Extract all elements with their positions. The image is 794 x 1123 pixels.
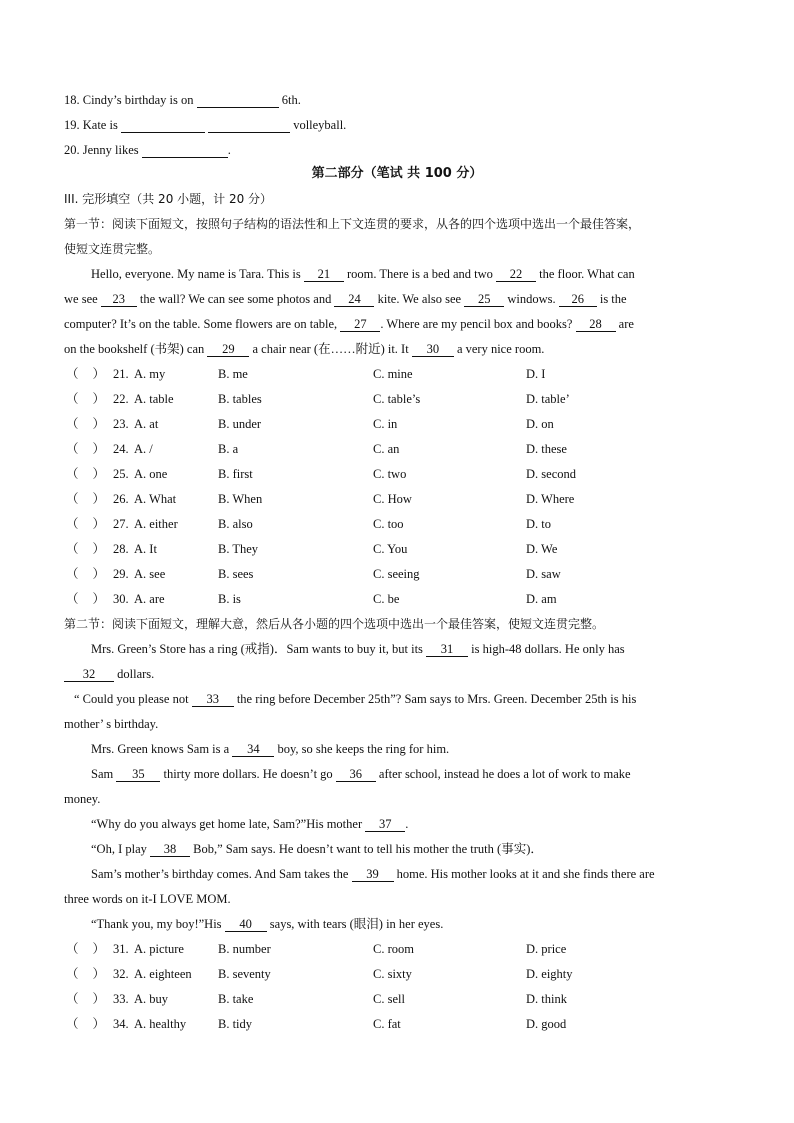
question-19 <box>64 117 346 133</box>
option-a[interactable]: A. buy <box>134 992 169 1006</box>
question-number: 27. <box>113 517 129 531</box>
option-d[interactable]: D. am <box>526 592 557 606</box>
option-c[interactable]: C. in <box>373 417 398 431</box>
instruction-part2: 第二节：阅读下面短文，理解大意，然后从各小题的四个选项中选出一个最佳答案，使短文连贯完整。 <box>64 617 605 631</box>
question-text: 6th. <box>278 93 301 107</box>
paren-open: （ <box>66 417 79 431</box>
passage2-line-9: “Oh, I play 38 Bob,” Sam says. He doesn’t want to tell his mother the truth (事实)． <box>91 842 543 856</box>
blank-27[interactable]: 27 <box>340 318 380 332</box>
paren-open: （ <box>66 392 79 406</box>
passage1-line-3: computer? It’s on the table. Some flowers are on table, 27 . Where are my pencil box and books? 28 are <box>64 317 634 331</box>
question-text: 19. Kate is <box>64 118 121 132</box>
option-a[interactable]: A. What <box>134 492 177 506</box>
section-heading: III. 完形填空（共 20 小题，计 20 分） <box>64 192 273 206</box>
question-number: 24. <box>113 442 129 456</box>
paren-open: （ <box>66 992 79 1006</box>
option-d[interactable]: D. price <box>526 942 567 956</box>
passage2-line-6: Sam 35 thirty more dollars. He doesn’t go 36 after school, instead he does a lot of work to make <box>91 767 631 781</box>
blank-37[interactable]: 37 <box>365 818 405 832</box>
option-d[interactable]: D. We <box>526 542 558 556</box>
question-number: 23. <box>113 417 129 431</box>
option-a[interactable]: A. It <box>134 542 157 556</box>
option-c[interactable]: C. table’s <box>373 392 421 406</box>
paren-close: ） <box>92 392 106 406</box>
option-d[interactable]: D. good <box>526 1017 567 1031</box>
option-b[interactable]: B. sees <box>218 567 254 581</box>
paren-open: （ <box>66 442 79 456</box>
blank-26[interactable]: 26 <box>559 293 597 307</box>
blank-40[interactable]: 40 <box>225 918 267 932</box>
paren-close: ） <box>92 442 106 456</box>
option-d[interactable]: D. to <box>526 517 551 531</box>
answer-blank[interactable] <box>208 119 290 133</box>
option-a[interactable]: A. see <box>134 567 166 581</box>
passage2-line-10: Sam’s mother’s birthday comes. And Sam takes the 39 home. His mother looks at it and she finds there are <box>91 867 655 881</box>
paren-close: ） <box>92 492 106 506</box>
question-number: 29. <box>113 567 129 581</box>
paren-open: （ <box>66 467 79 481</box>
option-b[interactable]: B. a <box>218 442 239 456</box>
option-d[interactable]: D. second <box>526 467 576 481</box>
instruction-line-2: 使短文连贯完整。 <box>64 242 161 256</box>
option-d[interactable]: D. think <box>526 992 567 1006</box>
blank-23[interactable]: 23 <box>101 293 137 307</box>
option-a[interactable]: A. either <box>134 517 178 531</box>
paren-close: ） <box>92 367 106 381</box>
blank-29[interactable]: 29 <box>207 343 249 357</box>
paren-close: ） <box>92 567 106 581</box>
option-b[interactable]: B. seventy <box>218 967 271 981</box>
option-a[interactable]: A. eighteen <box>134 967 192 981</box>
paren-open: （ <box>66 942 79 956</box>
paren-close: ） <box>92 417 106 431</box>
option-b[interactable]: B. is <box>218 592 241 606</box>
option-b[interactable]: B. When <box>218 492 263 506</box>
blank-33[interactable]: 33 <box>192 693 234 707</box>
option-c[interactable]: C. How <box>373 492 412 506</box>
question-number: 21. <box>113 367 129 381</box>
option-b[interactable]: B. first <box>218 467 253 481</box>
question-text: 20. Jenny likes <box>64 143 142 157</box>
question-18 <box>64 92 301 108</box>
question-text: 18. Cindy’s birthday is on <box>64 93 197 107</box>
option-a[interactable]: A. healthy <box>134 1017 187 1031</box>
blank-35[interactable]: 35 <box>116 768 160 782</box>
paren-open: （ <box>66 367 79 381</box>
passage2-line-3: “ Could you please not 33 the ring before December 25th”? Sam says to Mrs. Green. December 25th is his <box>74 692 637 706</box>
passage1-line-2: we see 23 the wall? We can see some photos and 24 kite. We also see 25 windows. 26 is the <box>64 292 627 306</box>
blank-34[interactable]: 34 <box>232 743 274 757</box>
option-d[interactable]: D. table’ <box>526 392 570 406</box>
blank-24[interactable]: 24 <box>334 293 374 307</box>
option-a[interactable]: A. picture <box>134 942 184 956</box>
option-c[interactable]: C. seeing <box>373 567 420 581</box>
question-number: 32. <box>113 967 129 981</box>
passage2-line-11: three words on it-I LOVE MOM. <box>64 892 231 906</box>
paren-close: ） <box>92 467 106 481</box>
option-d[interactable]: D. saw <box>526 567 561 581</box>
option-c[interactable]: C. fat <box>373 1017 401 1031</box>
option-c[interactable]: C. too <box>373 517 404 531</box>
passage2-line-8: “Why do you always get home late, Sam?”His mother 37 . <box>91 817 409 831</box>
question-text: volleyball. <box>290 118 347 132</box>
option-c[interactable]: C. room <box>373 942 414 956</box>
option-a[interactable]: A. at <box>134 417 159 431</box>
question-number: 26. <box>113 492 129 506</box>
option-b[interactable]: B. also <box>218 517 253 531</box>
paren-open: （ <box>66 542 79 556</box>
answer-blank[interactable] <box>142 144 228 158</box>
option-c[interactable]: C. sixty <box>373 967 412 981</box>
passage1-line-1: Hello, everyone. My name is Tara. This is 21 room. There is a bed and two 22 the floor. What can <box>91 267 635 281</box>
option-c[interactable]: C. be <box>373 592 400 606</box>
passage2-line-7: money. <box>64 792 101 806</box>
passage2-line-5: Mrs. Green knows Sam is a 34 boy, so she keeps the ring for him. <box>91 742 450 756</box>
question-number: 22. <box>113 392 129 406</box>
question-number: 30. <box>113 592 129 606</box>
blank-32[interactable]: 32 <box>64 668 114 682</box>
option-b[interactable]: B. number <box>218 942 271 956</box>
option-a[interactable]: A. table <box>134 392 174 406</box>
blank-36[interactable]: 36 <box>336 768 376 782</box>
question-number: 33. <box>113 992 129 1006</box>
option-c[interactable]: C. mine <box>373 367 413 381</box>
option-d[interactable]: D. I <box>526 367 546 381</box>
option-a[interactable]: A. my <box>134 367 166 381</box>
paren-close: ） <box>92 967 106 981</box>
paren-open: （ <box>66 517 79 531</box>
option-c[interactable]: C. two <box>373 467 407 481</box>
paren-close: ） <box>92 517 106 531</box>
answer-blank[interactable] <box>197 94 279 108</box>
blank-31[interactable]: 31 <box>426 643 468 657</box>
blank-21[interactable]: 21 <box>304 268 344 282</box>
option-d[interactable]: D. eighty <box>526 967 573 981</box>
question-text: . <box>227 143 231 157</box>
blank-38[interactable]: 38 <box>150 843 190 857</box>
option-a[interactable]: A. one <box>134 467 168 481</box>
passage2-line-4: mother’ s birthday. <box>64 717 159 731</box>
option-b[interactable]: B. They <box>218 542 259 556</box>
option-c[interactable]: C. sell <box>373 992 405 1006</box>
paren-open: （ <box>66 492 79 506</box>
option-c[interactable]: C. You <box>373 542 408 556</box>
question-number: 25. <box>113 467 129 481</box>
question-20 <box>64 142 231 158</box>
paren-close: ） <box>92 992 106 1006</box>
option-a[interactable]: A. are <box>134 592 165 606</box>
passage2-line-1: Mrs. Green’s Store has a ring (戒指)．Sam wants to buy it, but its 31 is high-48 dollars. He only has <box>91 642 625 656</box>
option-d[interactable]: D. Where <box>526 492 575 506</box>
option-b[interactable]: B. under <box>218 417 262 431</box>
question-number: 31. <box>113 942 129 956</box>
paren-close: ） <box>92 542 106 556</box>
paren-close: ） <box>92 1017 106 1031</box>
part2-title: 第二部分（笔试 共 100 分） <box>311 166 483 181</box>
paren-open: （ <box>66 967 79 981</box>
blank-22[interactable]: 22 <box>496 268 536 282</box>
paren-open: （ <box>66 567 79 581</box>
option-c[interactable]: C. an <box>373 442 400 456</box>
blank-39[interactable]: 39 <box>352 868 394 882</box>
paren-close: ） <box>92 592 106 606</box>
passage1-line-4: on the bookshelf (书架) can 29 a chair near (在……附近) it. It 30 a very nice room. <box>64 342 545 356</box>
option-b[interactable]: B. tidy <box>218 1017 253 1031</box>
blank-28[interactable]: 28 <box>576 318 616 332</box>
passage2-line-2: 32 dollars. <box>64 666 154 682</box>
paren-close: ） <box>92 942 106 956</box>
paren-open: （ <box>66 592 79 606</box>
passage2-line-12: “Thank you, my boy!”His 40 says, with tears (眼泪) in her eyes. <box>91 917 444 931</box>
paren-open: （ <box>66 1017 79 1031</box>
option-b[interactable]: B. me <box>218 367 248 381</box>
option-a[interactable]: A. / <box>134 442 153 456</box>
blank-30[interactable]: 30 <box>412 343 454 357</box>
option-b[interactable]: B. take <box>218 992 254 1006</box>
question-number: 28. <box>113 542 129 556</box>
option-b[interactable]: B. tables <box>218 392 262 406</box>
instruction-line-1: 第一节：阅读下面短文，按照句子结构的语法性和上下文连贯的要求，从各的四个选项中选出一个最佳答案， <box>64 217 641 231</box>
answer-blank[interactable] <box>121 119 205 133</box>
blank-25[interactable]: 25 <box>464 293 504 307</box>
question-number: 34. <box>113 1017 129 1031</box>
option-d[interactable]: D. these <box>526 442 567 456</box>
option-d[interactable]: D. on <box>526 417 554 431</box>
